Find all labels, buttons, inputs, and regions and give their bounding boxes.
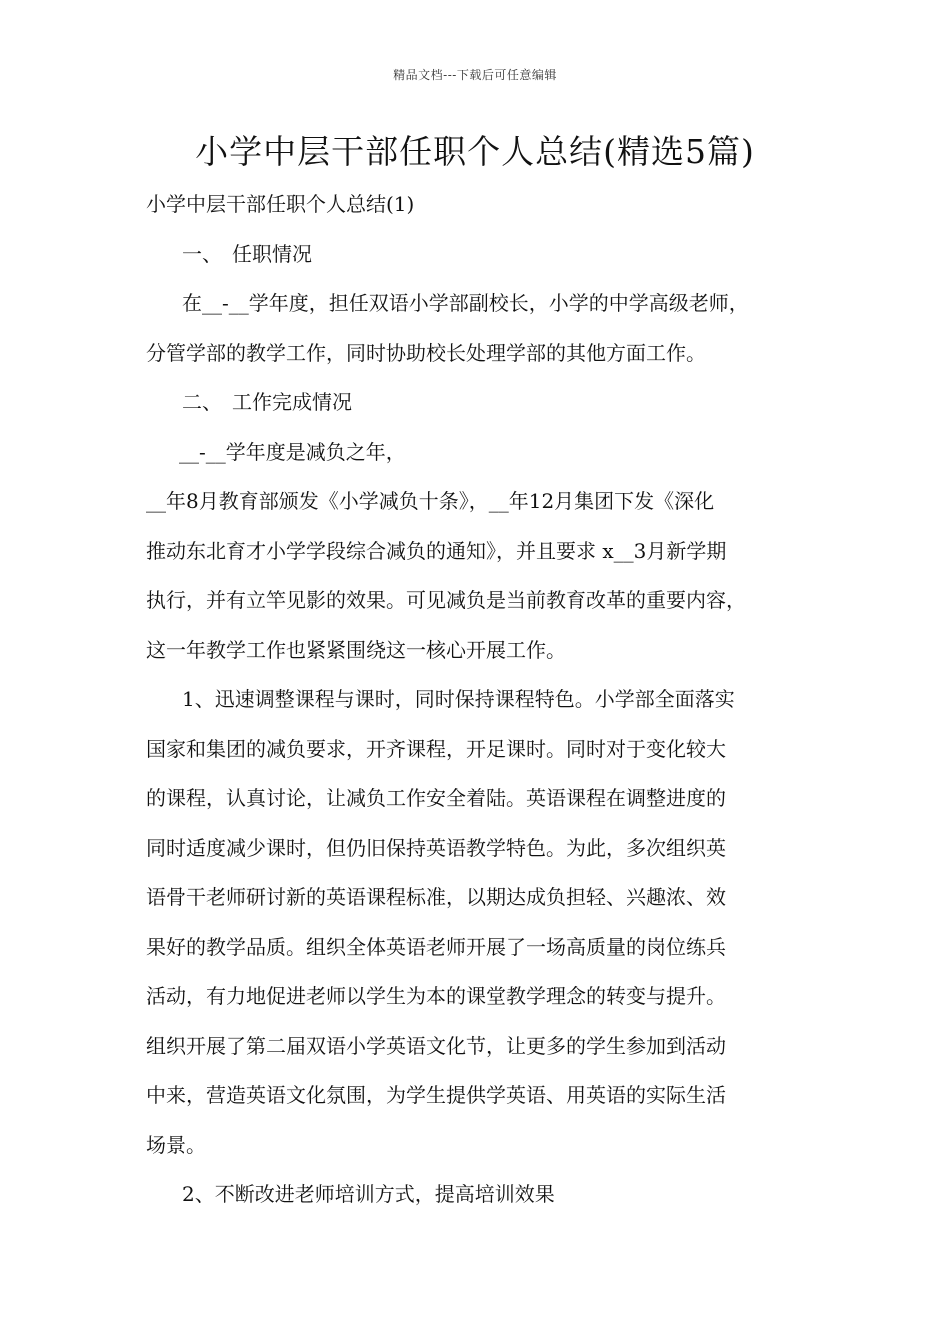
header-note: 精品文档---下载后可任意编辑 xyxy=(393,68,557,82)
text-line: 执行，并有立竿见影的效果。可见减负是当前教育改革的重要内容， xyxy=(146,588,746,612)
text-line: 场景。 xyxy=(146,1132,206,1157)
subheading-1: 一、 任职情况 xyxy=(182,241,312,266)
text-line: 的课程，认真讨论，让减负工作安全着陆。英语课程在调整进度的 xyxy=(146,786,726,810)
text-line: 活动，有力地促进老师以学生为本的课堂教学理念的转变与提升。 xyxy=(146,984,726,1008)
text-line: 1、迅速调整课程与课时，同时保持课程特色。小学部全面落实 xyxy=(182,687,735,711)
text-line: __年8月教育部颁发《小学减负十条》，__年12月集团下发《深化 xyxy=(146,489,715,513)
text-line: 组织开展了第二届双语小学英语文化节，让更多的学生参加到活动 xyxy=(146,1033,726,1058)
text-line: 分管学部的教学工作，同时协助校长处理学部的其他方面工作。 xyxy=(146,340,706,365)
text-line: __-__学年度是减负之年， xyxy=(179,439,406,464)
text-line: 语骨干老师研讨新的英语课程标准，以期达成负担轻、兴趣浓、效 xyxy=(146,885,726,909)
document-title: 小学中层干部任职个人总结(精选5篇) xyxy=(195,132,755,171)
text-line: 果好的教学品质。组织全体英语老师开展了一场高质量的岗位练兵 xyxy=(146,934,726,959)
text-line: 这一年教学工作也紧紧围绕这一核心开展工作。 xyxy=(146,637,566,662)
section-heading: 小学中层干部任职个人总结(1) xyxy=(146,192,415,216)
text-line: 2、不断改进老师培训方式，提高培训效果 xyxy=(182,1182,555,1206)
text-line: 国家和集团的减负要求，开齐课程，开足课时。同时对于变化较大 xyxy=(146,736,726,761)
text-line: 推动东北育才小学学段综合减负的通知》，并且要求 x__3月新学期 xyxy=(146,538,727,563)
text-line: 在__-__学年度，担任双语小学部副校长，小学的中学高级老师， xyxy=(182,291,749,315)
text-line: 中来，营造英语文化氛围，为学生提供学英语、用英语的实际生活 xyxy=(146,1083,726,1107)
subheading-2: 二、 工作完成情况 xyxy=(182,390,352,414)
text-line: 同时适度减少课时，但仍旧保持英语教学特色。为此，多次组织英 xyxy=(146,835,726,860)
document-body xyxy=(146,180,814,1220)
